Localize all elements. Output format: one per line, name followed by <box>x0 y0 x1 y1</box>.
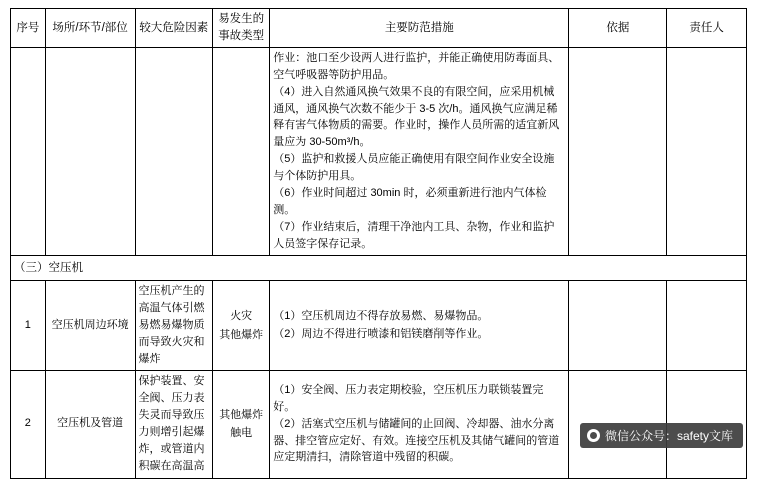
cell-accident <box>213 281 270 371</box>
cell-basis <box>569 48 667 256</box>
header-place: 场所/环节/部位 <box>45 9 135 48</box>
table-header <box>11 9 747 48</box>
watermark-label: 微信公众号：safety文库 <box>604 429 733 443</box>
cell-factor <box>135 48 213 256</box>
cell-seq <box>11 48 46 256</box>
cell-place: 空压机周边环境 <box>45 281 135 371</box>
cell-seq: 1 <box>11 281 46 371</box>
wechat-icon <box>587 429 600 442</box>
measure-text: （2）活塞式空压机与储罐间的止回阀、冷却器、油水分离器、排空管应定好、有效。连接空压机及其储气罐间的管道应定期清扫，清除管道中残留的积碳。 <box>273 418 560 464</box>
cell-factor: 保护装置、安全阀、压力表失灵而导致压力则增引起爆炸，或管道内积碳在高温高 <box>135 371 213 478</box>
header-factor: 较大危险因素 <box>135 9 213 48</box>
cell-accident <box>213 48 270 256</box>
cell-accident <box>213 371 270 478</box>
cell-place: 空压机及管道 <box>45 371 135 478</box>
accident-type: 其他爆炸 <box>219 328 264 341</box>
measure-text: （4）进入自然通风换气效果不良的有限空间，应采用机械通风，通风换气次数不能少于 3-5 次/h。通风换气应满足稀释有害气体物质的需要。作业时，操作人员所需的适宜新风量应为 30-50m³/h。 <box>273 86 560 148</box>
table-header-row <box>11 9 747 48</box>
cell-measures <box>270 48 569 256</box>
header-measures: 主要防范措施 <box>270 9 569 48</box>
cell-seq: 2 <box>11 371 46 478</box>
cell-person <box>667 48 747 256</box>
table-section-row <box>11 256 747 281</box>
measure-text: 作业：池口至少设两人进行监护，并能正确使用防毒面具、空气呼吸器等防护用品。 <box>273 52 560 81</box>
cell-person <box>667 281 747 371</box>
measure-text: （7）作业结束后，清理干净池内工具、杂物，作业和监护人员签字保存记录。 <box>273 221 555 250</box>
header-basis: 依据 <box>569 9 667 48</box>
table-row <box>11 48 747 256</box>
section-title: （三）空压机 <box>11 256 747 281</box>
cell-basis <box>569 281 667 371</box>
header-accident-type: 易发生的事故类型 <box>213 9 270 48</box>
table-body <box>11 48 747 479</box>
header-person: 责任人 <box>667 9 747 48</box>
risk-control-table <box>10 8 747 479</box>
cell-measures <box>270 371 569 478</box>
cell-place <box>45 48 135 256</box>
accident-type: 火灾 <box>230 309 253 322</box>
measure-text: （1）空压机周边不得存放易燃、易爆物品。 <box>273 310 489 323</box>
cell-factor: 空压机产生的高温气体引燃易燃易爆物质而导致火灾和爆炸 <box>135 281 213 371</box>
header-seq: 序号 <box>11 9 46 48</box>
cell-measures <box>270 281 569 371</box>
measure-text: （5）监护和救援人员应能正确使用有限空间作业安全设施与个体防护用具。 <box>273 153 555 182</box>
accident-type: 其他爆炸 <box>219 408 264 421</box>
table-row <box>11 281 747 371</box>
measure-text: （1）安全阀、压力表定期校验，空压机压力联锁装置完好。 <box>273 384 544 413</box>
watermark-badge <box>580 423 743 448</box>
measure-text: （6）作业时间超过 30min 时，必须重新进行池内气体检测。 <box>273 187 547 216</box>
accident-type: 触电 <box>230 427 253 440</box>
measure-text: （2）周边不得进行喷漆和铝镁磨削等作业。 <box>273 327 489 340</box>
